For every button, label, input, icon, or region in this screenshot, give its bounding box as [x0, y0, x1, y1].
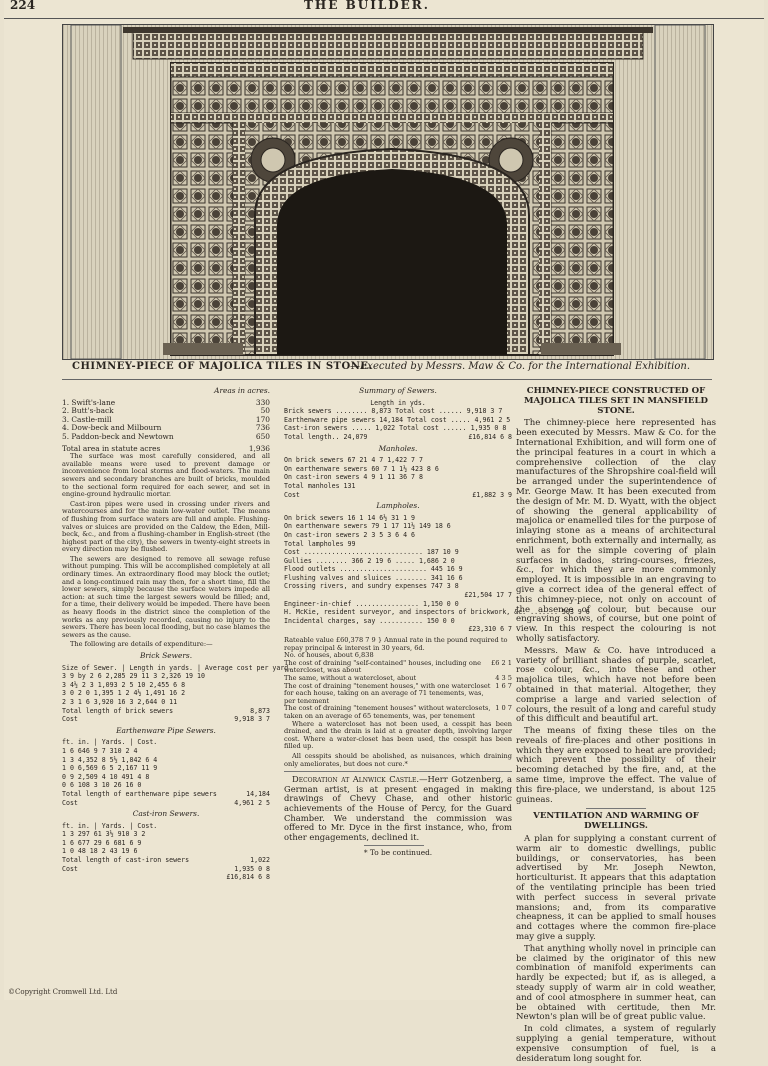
engraving-caption [62, 361, 712, 377]
engraving-svg [63, 25, 713, 359]
lampholes-heading: Lampholes. [376, 501, 420, 511]
col1-paragraph-1: The surface was most carefully considered, and all available means were used to prevent damage or inconvenience from local storms and flood-waters. The main sewers and secondary branches are built of bricks, moulded to the sectional form required for each sewer, and set in engine-ground hydraulic mortar. [62, 452, 270, 499]
table-row: On earthenware sewers 60 7 1 1½ 423 8 6 [284, 464, 439, 473]
summary-cols: Length in yds. [370, 398, 426, 407]
newspaper-page [4, 0, 764, 1064]
areas-list [62, 399, 270, 454]
castiron-total: Total length of cast-iron sewers 1,022 [62, 856, 270, 865]
summary-total: Total length.. 24,079 £16,814 6 8 [284, 432, 512, 441]
brick-cols: Size of Sewer. | Length in yards. | Average cost per yard. [62, 663, 293, 672]
brick-sewers-heading: Brick Sewers. [139, 651, 193, 660]
rateable-note: Where a watercloset has not been used, a cesspit has been drained, and the drain is laid at a greater depth, involving larger cost. Where a water-closet has been used, the cesspit has been filled up. [284, 719, 512, 751]
manholes-heading: Manholes. [378, 443, 418, 453]
divider [586, 808, 646, 809]
castiron-cols: ft. in. | Yards. | Cost. [62, 821, 158, 830]
publication-title: THE BUILDER. [304, 0, 430, 12]
alnwick-text: —Herr Gotzenberg, a German artist, is at present engaged in making drawings of Chevy Chase, and other historic achievements of the House of Percy, for the Guard Chamber. We understand the commission was offered to Mr. Dyce in the first instance, who, from other engagements, declined it. [284, 774, 512, 842]
table-row: Cast-iron sewers ..... 1,022 Total cost ...... 1,935 0 8 [284, 424, 507, 433]
brick-sewers-table [62, 663, 293, 724]
table-row: 3 4½ 2 3 1,093 2 5 10 2,455 6 8 [62, 680, 186, 689]
page-number: 224 [10, 0, 36, 12]
rateable-line-2: No. of houses, about 6,838 [284, 651, 374, 660]
summary-heading: Summary of Sewers. [359, 386, 437, 395]
areas-row: 3. Castle-mill 170 [62, 414, 270, 424]
castiron-table [62, 822, 270, 882]
earth-total: Total length of earthenware pipe sewers 14,184 [62, 789, 270, 798]
table-row: 0 6 108 3 10 26 16 0 [62, 781, 142, 790]
col3-paragraph-5: That anything wholly novel in principle can be claimed by the originator of this new combination of manifold experiments can hardly be expected; but if, as is alleged, a steady supply of warm air in cold weather, and of cool atmosphere in summer heat, can be obtained with certitude, then Mr. Newton's plan will be of great public value. [516, 943, 716, 1023]
chimney-piece-engraving [62, 24, 714, 360]
column-2 [284, 384, 590, 858]
manholes-total: Total manholes 131 [284, 481, 356, 490]
alnwick-paragraph [284, 775, 512, 842]
page-header [4, 0, 764, 19]
table-row: Engineer-in-chief ................ 1,150 0 0 [284, 599, 459, 608]
table-row: H. McKie, resident surveyor, and inspectors of brickwork, &c. ....... 503 9 6 [284, 608, 590, 617]
table-row: Incidental charges, say ........... 150 0 0 [284, 616, 455, 625]
col3-paragraph-6: In cold climates, a system of regularly supplying a genial temperature, without expensive consumption of fuel, is a desideratum long sought for. [516, 1024, 716, 1064]
table-row: 1 6 646 9 7 310 2 4 [62, 746, 138, 755]
earth-cost: Cost 4,961 2 5 [62, 798, 270, 807]
chimney-article-heading: CHIMNEY-PIECE CONSTRUCTED OF MAJOLICA TILES SET IN MANSFIELD STONE. [524, 386, 708, 416]
col1-paragraph-3: The sewers are designed to remove all sewage refuse without pumping. This will be accomplished completely at all ordinary times. An extraordinary flood may block the outlet; and a long-continued rain may then, for a short time, fill the lower sewers, simply because the surface waters impede all action: at such time the largest sewers would be filled; and, for a time, their delivery would be impeded. There have been as heavy floods in the district since the completion of the works as any previously recorded, causing no injury to the sewers. There has been local flooding, but no case blames the sewers as the cause. [62, 554, 270, 639]
table-row: 0 9 2,509 4 10 491 4 8 [62, 772, 150, 781]
table-row: 1 3 297 61 3½ 910 3 2 [62, 830, 146, 839]
castiron-heading: Cast-iron Sewers. [132, 809, 200, 819]
table-row: 1 0 48 18 2 43 19 6 [62, 847, 138, 856]
rateable-note-2: All cesspits should be abolished, as nuisances, which draining only ameliorates, but does not cure.* [284, 751, 512, 768]
earth-cols: ft. in. | Yards. | Cost. [62, 738, 158, 747]
areas-row: 4. Dow-beck and Milbourn 736 [62, 423, 270, 433]
table-row: Flood outlets ...................... 445 16 9 [284, 565, 463, 574]
table-row: 3 0 2 0 1,395 1 2 4½ 1,491 16 2 [62, 689, 186, 698]
areas-total: Total area in statute acres 1,936 [62, 443, 270, 453]
earthenware-heading: Earthenware Pipe Sewers. [116, 725, 216, 735]
castiron-cost: Cost 1,935 0 8 [62, 864, 270, 873]
col3-paragraph-3: The means of fixing these tiles on the reveals of fire-places and other positions in which they are exposed to heat are provided; which prevent the possibility of their becoming detached by the fire, and, at the same time, improve the effect. The value of this fire-place, we understand, is about 125 guineas. [516, 726, 716, 805]
footnote: * To be continued. [363, 848, 433, 858]
column-3 [516, 384, 716, 1066]
caption-credit: —Executed by Messrs. Maw & Co. for the International Exhibition. [350, 361, 691, 372]
lampholes-subtotal: £21,504 17 7 [464, 591, 512, 600]
table-row: Crossing rivers, and sundry expenses 747 3 8 [284, 582, 459, 591]
table-row: Earthenware pipe sewers 14,184 Total cost ..... 4,961 2 5 [284, 415, 511, 424]
rateable-item: The cost of draining "tenement houses" without waterclosets, taken on an average of 65 tenements, was, per tenement 1 0 7 [284, 704, 512, 720]
col3-paragraph-4: A plan for supplying a constant current of warm air to domestic dwellings, public buildings, or conservatories, has been advertised by Mr. Joseph Newton, horticulturist. It appears that this adaptation of the ventilating principle has been tried with perfect success in several private mansions; and, from its comparative cheapness, it can be applied to small houses and cottages where the common fire-place may give a supply. [516, 834, 716, 943]
col1-paragraph-2: Cast-iron pipes were used in crossing under rivers and watercourses and for the main low-water outlet. The means of flushing from surface waters are full and ample. Flushing-valves or sluices are provided on the Caldew, the Eden, Mill-beck, &c., and from a flushing-chamber in English-street (the highest part of the city), the sewers in twenty-eight streets in every direction may be flushed. [62, 499, 270, 554]
rateable-line-1: Rateable value £60,378 7 9 } Annual rate in the pound required to repay principal & interest in 30 years, 6d. [284, 636, 508, 652]
col3-paragraph-1: The chimney-piece here represented has been executed by Messrs. Maw & Co. for the International Exhibition, and will form one of the principal features in a court in which a comprehensive collection of the clay manufactures of the Shropshire coal-field will be arranged under the superintendence of Mr. George Maw. It has been executed from the design of Mr. M. D. Wyatt, with the object of showing the general applicability of majolica or enamelled tiles for the purpose of inlaying stone as a means of architectural enrichment, both externally and internally, as well as for the simple covering of plain surfaces in dados, string-courses, friezes, &c., for which they are more commonly employed. It is impossible in an engraving to give a correct idea of the general effect of this chimney-piece, not only on account of the absence of colour, but because our engraving shows, of course, but one point of view. In this respect the colouring is not wholly satisfactory. [516, 418, 716, 644]
table-row: Flushing valves and sluices ........ 341 16 6 [284, 573, 463, 582]
divider [284, 771, 512, 772]
column-1 [62, 384, 293, 882]
divider [364, 845, 424, 846]
table-row: Cost .............................. 187 10 9 [284, 548, 459, 557]
earthenware-table [62, 738, 270, 807]
table-row: Gullies ........ 366 2 19 6 ..... 1,686 2 0 [284, 556, 455, 565]
lampholes-table [284, 513, 590, 634]
areas-row: 5. Paddon-beck and Newtown 650 [62, 431, 270, 441]
caption-rule [62, 379, 712, 380]
manholes-table [284, 456, 512, 499]
table-row: On cast-iron sewers 4 9 1 11 36 7 8 [284, 473, 423, 482]
table-row: On brick sewers 16 1 14 6½ 31 1 9 [284, 513, 416, 522]
table-row: 1 3 4,352 8 5½ 1,842 6 4 [62, 755, 158, 764]
brick-total: Total length of brick sewers 8,873 [62, 706, 270, 715]
table-row: 3 9 by 2 6 2,285 29 11 3 2,326 19 10 [62, 672, 205, 681]
table-row: 2 3 1 6 3,920 16 3 2,644 0 11 [62, 697, 178, 706]
col1-paragraph-4: The following are details of expenditure:— [70, 640, 213, 649]
ventilation-heading: VENTILATION AND WARMING OF DWELLINGS. [533, 811, 699, 832]
table-row: 1 0 6,569 6 5 2,167 11 9 [62, 764, 158, 773]
areas-row: 1. Swift's-lane 330 [62, 397, 270, 407]
table-row: On earthenware sewers 79 1 17 11½ 149 18 6 [284, 522, 451, 531]
areas-heading: Areas in acres. [214, 386, 270, 395]
table-row: 1 6 677 29 6 681 6 9 [62, 838, 142, 847]
summary-table [284, 399, 512, 442]
rateable-item: The cost of draining "self-contained" houses, including one watercloset, was about £6 2 1 [284, 658, 512, 675]
table-row: On brick sewers 67 21 4 7 1,422 7 7 [284, 456, 423, 465]
rateable-item: The cost of draining "tenement houses," with one watercloset for each house, taking on an average of 71 tenements, was, per tenement 1 6 7 [284, 681, 512, 705]
table-row: On cast-iron sewers 2 3 5 3 6 4 6 [284, 530, 416, 539]
col3-paragraph-2: Messrs. Maw & Co. have introduced a variety of brilliant shades of purple, scarlet, rose colour, &c., into these and other majolica tiles, which have not before been obtained in that material. Altogether, they comprise a large and varied selection of colours, the result of a long and careful study of this difficult and beautiful art. [516, 645, 716, 725]
rateable-block [284, 637, 512, 768]
copyright-notice: ©Copyright Cromwell Ltd. Ltd [8, 988, 118, 996]
rateable-item: The same, without a watercloset, about 4 3 5 [284, 674, 512, 682]
lampholes-total: Total lampholes 99 [284, 539, 356, 548]
table-row: Brick sewers ........ 8,873 Total cost ...... 9,918 3 7 [284, 407, 503, 416]
caption-main: CHIMNEY-PIECE OF MAJOLICA TILES IN STONE. [72, 361, 373, 372]
lampholes-grand-total: £23,310 6 7 [468, 625, 512, 634]
alnwick-lead: Decoration at Alnwick Castle. [292, 774, 420, 785]
manholes-cost: Cost £1,882 3 9 [284, 490, 512, 499]
grand-total: £16,814 6 8 [226, 873, 270, 882]
brick-cost: Cost 9,918 3 7 [62, 715, 270, 724]
areas-row: 2. Butt's-back 50 [62, 406, 270, 416]
